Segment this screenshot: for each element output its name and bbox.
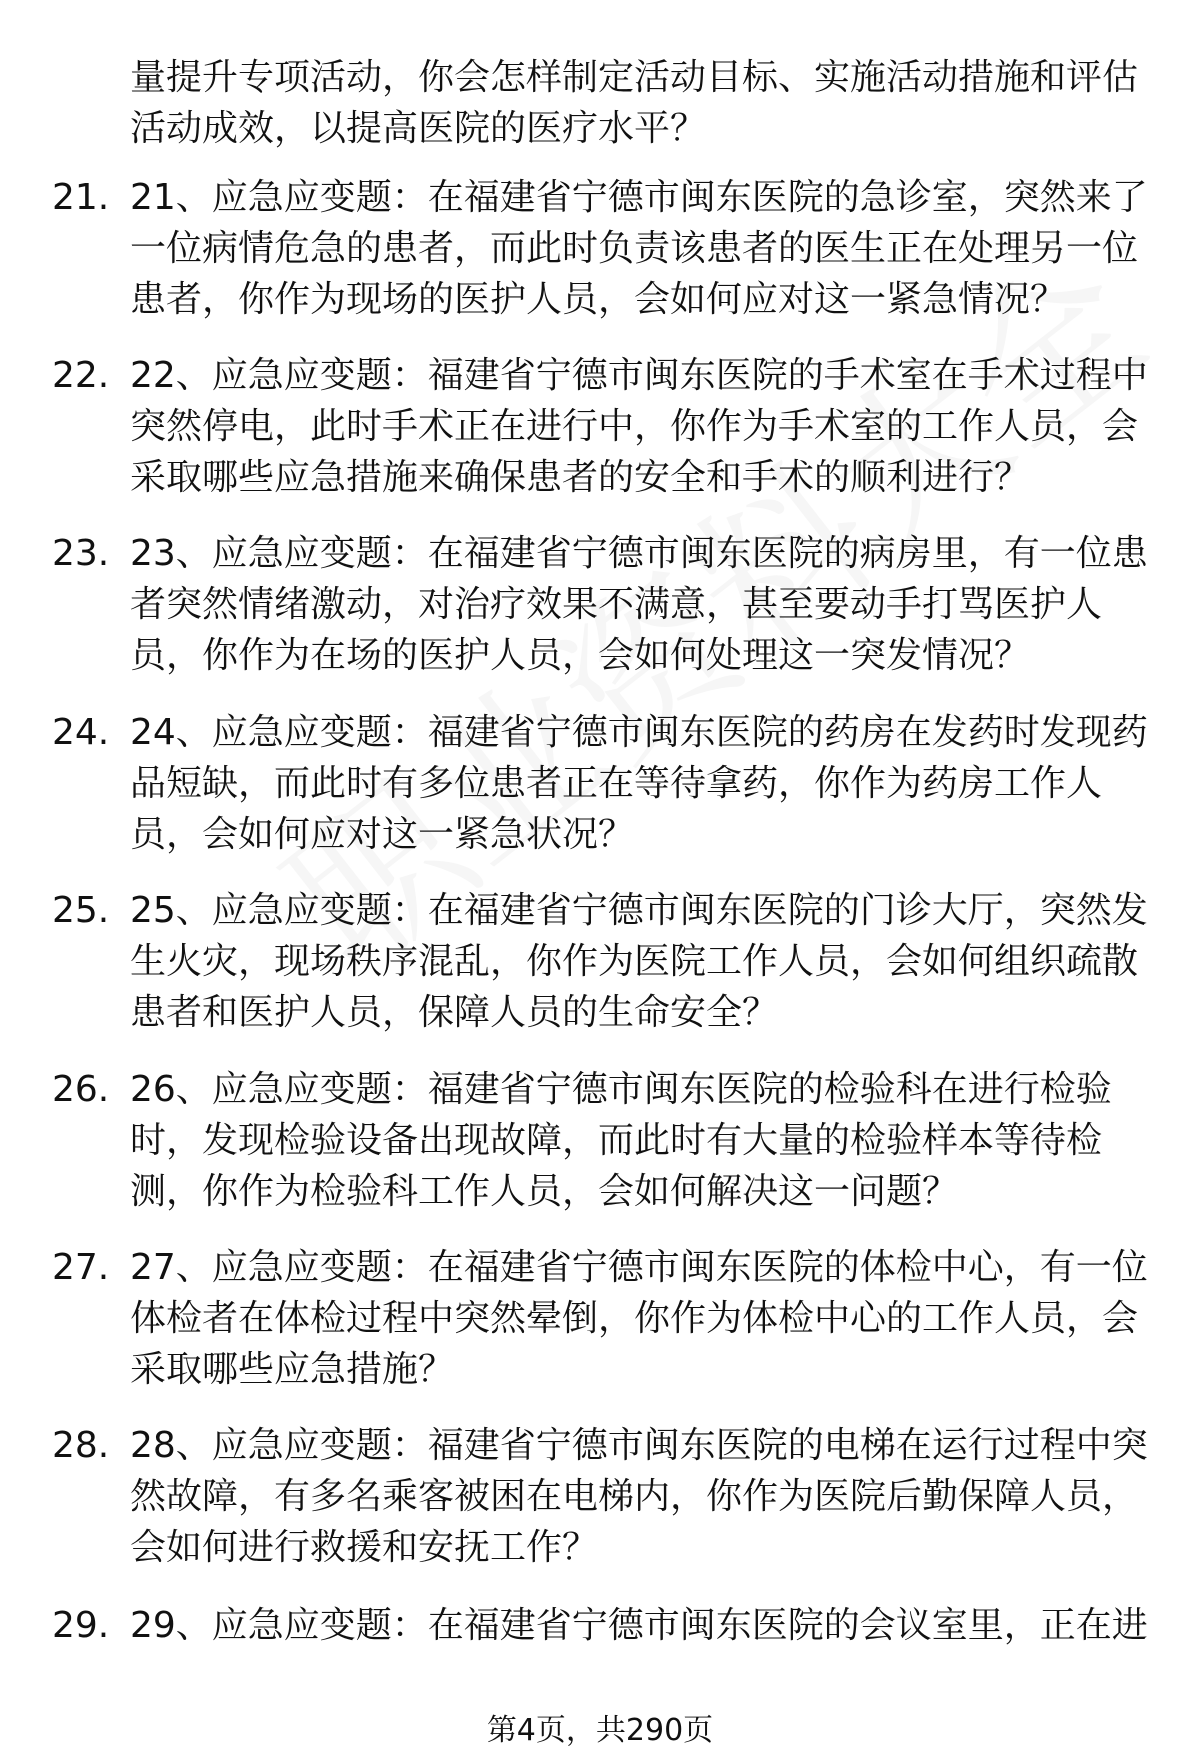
text-line: 者突然情绪激动，对治疗效果不满意，甚至要动手打骂医护人	[130, 584, 1103, 625]
text-line: 测，你作为检验科工作人员，会如何解决这一问题？	[130, 1171, 959, 1212]
text-line: 员，会如何应对这一紧急状况？	[130, 814, 635, 855]
text-line: 采取哪些应急措施来确保患者的安全和手术的顺利进行？	[130, 457, 1031, 498]
text-line: 24、应急应变题：福建省宁德市闽东医院的药房在发药时发现药	[130, 712, 1148, 753]
list-item-text	[130, 350, 1150, 503]
list-number: 24.	[52, 712, 110, 753]
text-line: 患者和医护人员，保障人员的生命安全？	[130, 992, 779, 1033]
text-line: 28、应急应变题：福建省宁德市闽东医院的电梯在运行过程中突	[130, 1425, 1148, 1466]
text-line: 21、应急应变题：在福建省宁德市闽东医院的急诊室，突然来了	[130, 177, 1148, 218]
text-line: 体检者在体检过程中突然晕倒，你作为体检中心的工作人员，会	[130, 1298, 1139, 1339]
text-line: 员，你作为在场的医护人员，会如何处理这一突发情况？	[130, 635, 1031, 676]
text-line: 患者，你作为现场的医护人员，会如何应对这一紧急情况？	[130, 279, 1067, 320]
list-item-text	[130, 172, 1150, 325]
list-item-text	[130, 528, 1150, 681]
text-line: 23、应急应变题：在福建省宁德市闽东医院的病房里，有一位患	[130, 533, 1148, 574]
text-line: 活动成效，以提高医院的医疗水平？	[130, 108, 707, 149]
text-line: 生火灾，现场秩序混乱，你作为医院工作人员，会如何组织疏散	[130, 941, 1139, 982]
list-number: 27.	[52, 1247, 110, 1288]
text-line: 突然停电，此时手术正在进行中，你作为手术室的工作人员，会	[130, 406, 1139, 447]
list-item-text	[130, 1420, 1150, 1573]
text-line: 25、应急应变题：在福建省宁德市闽东医院的门诊大厅，突然发	[130, 890, 1148, 931]
text-line: 时，发现检验设备出现故障，而此时有大量的检验样本等待检	[130, 1120, 1103, 1161]
text-line: 然故障，有多名乘客被困在电梯内，你作为医院后勤保障人员，	[130, 1476, 1139, 1517]
list-item-text	[130, 1600, 1150, 1651]
text-line: 量提升专项活动，你会怎样制定活动目标、实施活动措施和评估	[130, 57, 1139, 98]
text-line: 26、应急应变题：福建省宁德市闽东医院的检验科在进行检验	[130, 1069, 1112, 1110]
list-item-text	[130, 1064, 1150, 1217]
text-line: 一位病情危急的患者，而此时负责该患者的医生正在处理另一位	[130, 228, 1139, 269]
continued-paragraph	[130, 52, 1150, 154]
text-line: 会如何进行救援和安抚工作？	[130, 1527, 599, 1568]
page-number-footer: 第4页，共290页	[486, 1713, 714, 1748]
list-number: 21.	[52, 177, 110, 218]
list-item-text	[130, 885, 1150, 1038]
list-number: 29.	[52, 1605, 110, 1646]
list-number: 23.	[52, 533, 110, 574]
list-number: 26.	[52, 1069, 110, 1110]
list-item-text	[130, 1242, 1150, 1395]
list-number: 22.	[52, 355, 110, 396]
list-number: 25.	[52, 890, 110, 931]
text-line: 22、应急应变题：福建省宁德市闽东医院的手术室在手术过程中	[130, 355, 1148, 396]
text-line: 采取哪些应急措施？	[130, 1349, 455, 1390]
text-line: 27、应急应变题：在福建省宁德市闽东医院的体检中心，有一位	[130, 1247, 1148, 1288]
text-line: 29、应急应变题：在福建省宁德市闽东医院的会议室里，正在进	[130, 1605, 1148, 1646]
text-line: 品短缺，而此时有多位患者正在等待拿药，你作为药房工作人	[130, 763, 1103, 804]
list-number: 28.	[52, 1425, 110, 1466]
list-item-text	[130, 707, 1150, 860]
